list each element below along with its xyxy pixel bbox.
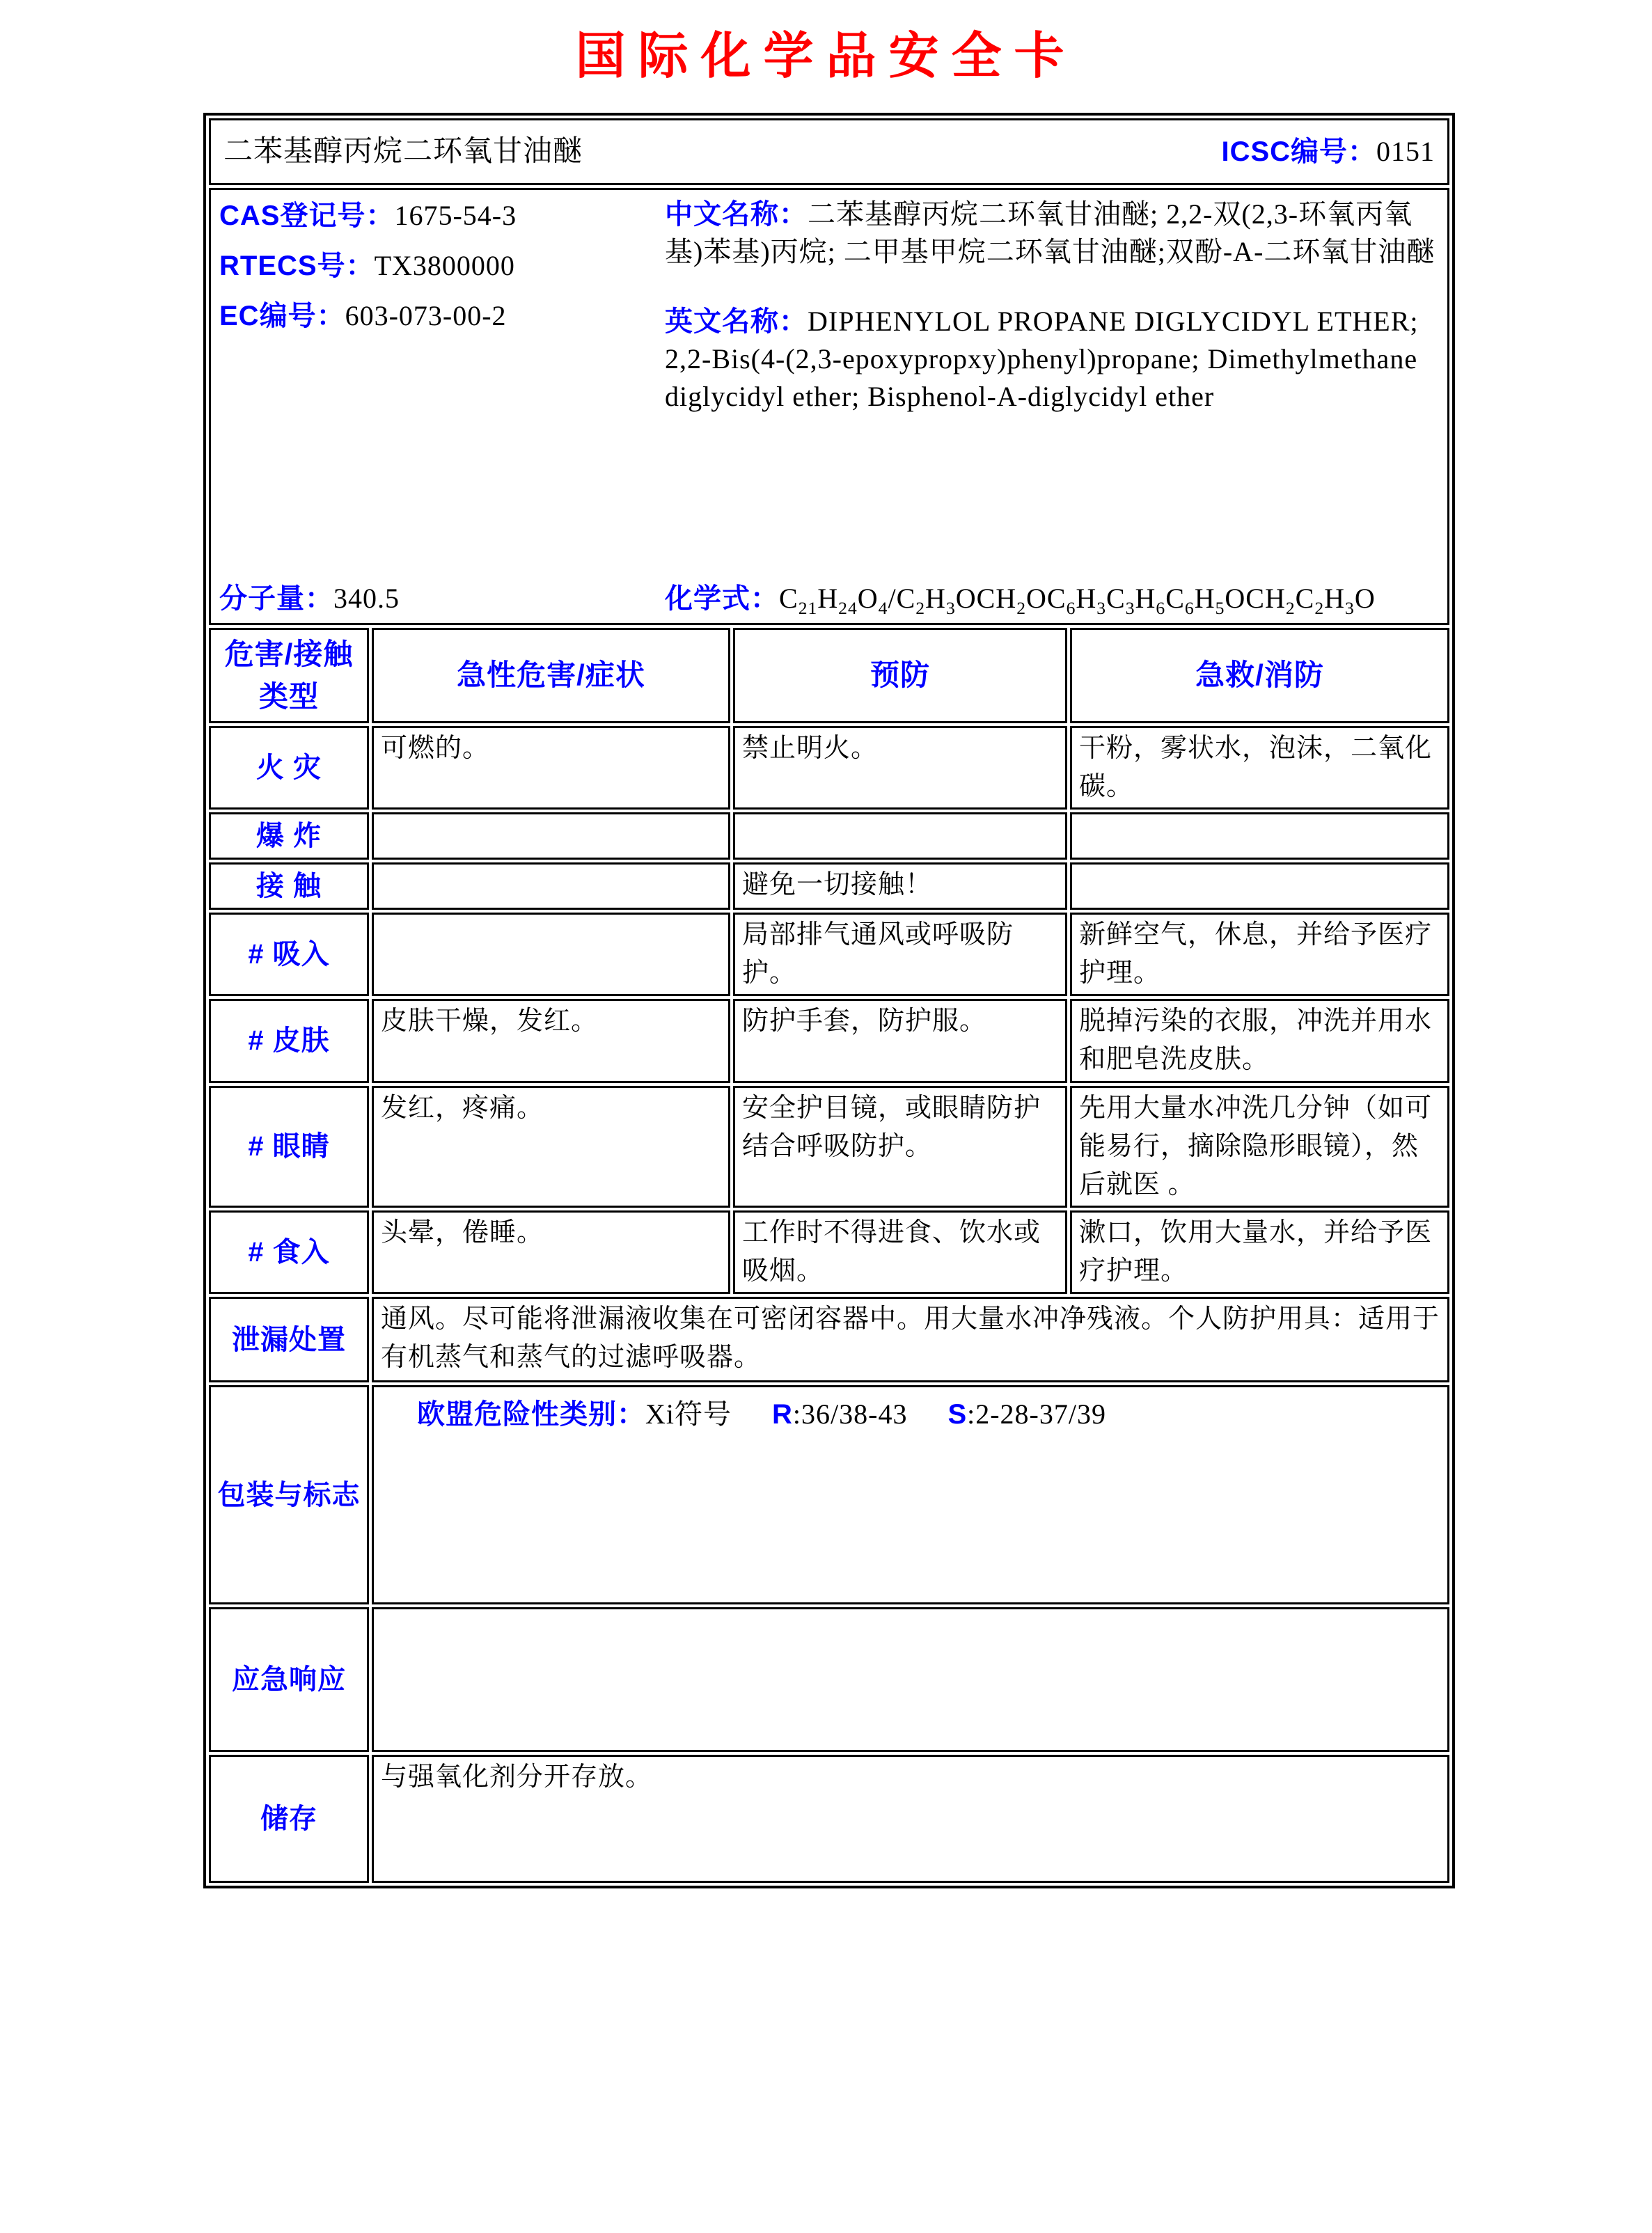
row-label-skin: # 皮肤 [209,999,369,1082]
identifiers-row [209,188,1449,625]
ingestion-prevention: 工作时不得进食、饮水或吸烟。 [733,1210,1067,1294]
fire-symptoms: 可燃的。 [372,726,730,810]
fire-row [209,726,1449,810]
skin-row [209,999,1449,1082]
icsc-number-value: 0151 [1376,136,1435,167]
column-header-first-aid: 急救/消防 [1070,628,1449,723]
r-phrases-value: :36/38-43 [792,1398,908,1430]
emergency-row [209,1607,1449,1752]
chinese-name-value: 二苯基醇丙烷二环氧甘油醚; 2,2-双(2,3-环氧丙氧基)苯基)丙烷; 二甲基甲烷二环氧甘油醚;双酚-A-二环氧甘油醚 [665,198,1435,267]
chemical-formula-value: $C_{21}H_{24}O_4/C_2H_3OCH_2OC_6H_3C_3H_6C_6H_5OCH_2C_2H_3O$ [779,583,1376,618]
spill-row [209,1297,1449,1382]
contact-row [209,862,1449,910]
row-label-spill: 泄漏处置 [209,1297,369,1382]
ec-line [219,296,665,336]
icsc-card [203,113,1455,1888]
row-label-storage: 储存 [209,1755,369,1883]
contact-first-aid [1070,862,1449,910]
ec-label: EC编号： [219,301,345,331]
rtecs-value: TX3800000 [374,250,515,281]
explosion-row [209,812,1449,860]
storage-content: 与强氧化剂分开存放。 [372,1755,1449,1883]
chinese-name-paragraph [665,196,1439,271]
ingestion-symptoms: 头晕，倦睡。 [372,1210,730,1294]
page-title: 国际化学品安全卡 [575,29,1077,84]
inhalation-row [209,913,1449,996]
column-header-symptoms: 急性危害/症状 [372,628,730,723]
rtecs-label: RTECS号： [219,251,375,281]
explosion-prevention [733,812,1067,860]
ingestion-row [209,1210,1449,1294]
eyes-symptoms: 发红，疼痛。 [372,1086,730,1208]
storage-row [209,1755,1449,1883]
spill-content: 通风。尽可能将泄漏液收集在可密闭容器中。用大量水冲净残液。个人防护用具：适用于有机蒸气和蒸气的过滤呼吸器。 [372,1297,1449,1382]
english-name-value: DIPHENYLOL PROPANE DIGLYCIDYL ETHER; 2,2-Bis(4-(2,3-epoxypropxy)phenyl)propane; Dimethylmethane diglycidyl ether; Bisphenol-A-diglycidyl ether [665,306,1419,412]
row-label-packaging: 包装与标志 [209,1385,369,1604]
eu-hazard-symbol: Xi符号 [645,1398,732,1430]
ingestion-first-aid: 漱口，饮用大量水，并给予医疗护理。 [1070,1210,1449,1294]
row-label-inhalation: # 吸入 [209,913,369,996]
inhalation-first-aid: 新鲜空气，休息，并给予医疗护理。 [1070,913,1449,996]
row-label-emergency: 应急响应 [209,1607,369,1752]
molecular-weight-label: 分子量： [219,583,333,614]
eyes-first-aid: 先用大量水冲洗几分钟（如可能易行，摘除隐形眼镜），然后就医 。 [1070,1086,1449,1208]
cas-value: 1675-54-3 [394,200,517,231]
row-label-explosion: 爆 炸 [209,812,369,860]
r-phrases-label: R [772,1399,793,1430]
substance-name: 二苯基醇丙烷二环氧甘油醚 [223,135,583,168]
row-label-fire: 火 灾 [209,726,369,810]
eyes-row [209,1086,1449,1208]
skin-first-aid: 脱掉污染的衣服，冲洗并用水和肥皂洗皮肤。 [1070,999,1449,1082]
eyes-prevention: 安全护目镜，或眼睛防护结合呼吸防护。 [733,1086,1067,1208]
s-phrases-label: S [947,1399,968,1430]
fire-prevention: 禁止明火。 [733,726,1067,810]
packaging-row [209,1385,1449,1604]
identifiers-cell [209,188,1449,625]
skin-prevention: 防护手套，防护服。 [733,999,1067,1082]
card-header-cell [209,118,1449,185]
molecular-weight-line [219,578,665,619]
icsc-number [1221,132,1435,172]
english-name-paragraph [665,303,1439,416]
row-label-eyes: # 眼睛 [209,1086,369,1208]
eu-hazard-line [417,1394,1440,1435]
english-name-label: 英文名称： [665,306,808,337]
eu-hazard-class-label: 欧盟危险性类别： [417,1399,645,1430]
skin-symptoms: 皮肤干燥，发红。 [372,999,730,1082]
column-header-prevention: 预防 [733,628,1067,723]
row-label-contact: 接 触 [209,862,369,910]
explosion-symptoms [372,812,730,860]
inhalation-symptoms [372,913,730,996]
molecular-weight-value: 340.5 [333,583,400,614]
fire-first-aid: 干粉，雾状水，泡沫，二氧化碳。 [1070,726,1449,810]
icsc-number-label: ICSC编号： [1221,136,1377,167]
s-phrases-value: :2-28-37/39 [967,1398,1106,1430]
packaging-content [372,1385,1449,1604]
chemical-formula-line [665,578,1439,619]
contact-prevention: 避免一切接触！ [733,862,1067,910]
row-label-ingestion: # 食入 [209,1210,369,1294]
emergency-content [372,1607,1449,1752]
inhalation-prevention: 局部排气通风或呼吸防护。 [733,913,1067,996]
chinese-name-label: 中文名称： [665,199,808,230]
cas-label: CAS登记号： [219,200,395,231]
explosion-first-aid [1070,812,1449,860]
cas-line [219,196,665,236]
hazard-header-row [209,628,1449,723]
chemical-formula-label: 化学式： [665,583,779,614]
rtecs-line [219,246,665,286]
card-header-row [209,118,1449,185]
column-header-hazard-type: 危害/接触类型 [209,628,369,723]
contact-symptoms [372,862,730,910]
ec-value: 603-073-00-2 [345,300,507,331]
